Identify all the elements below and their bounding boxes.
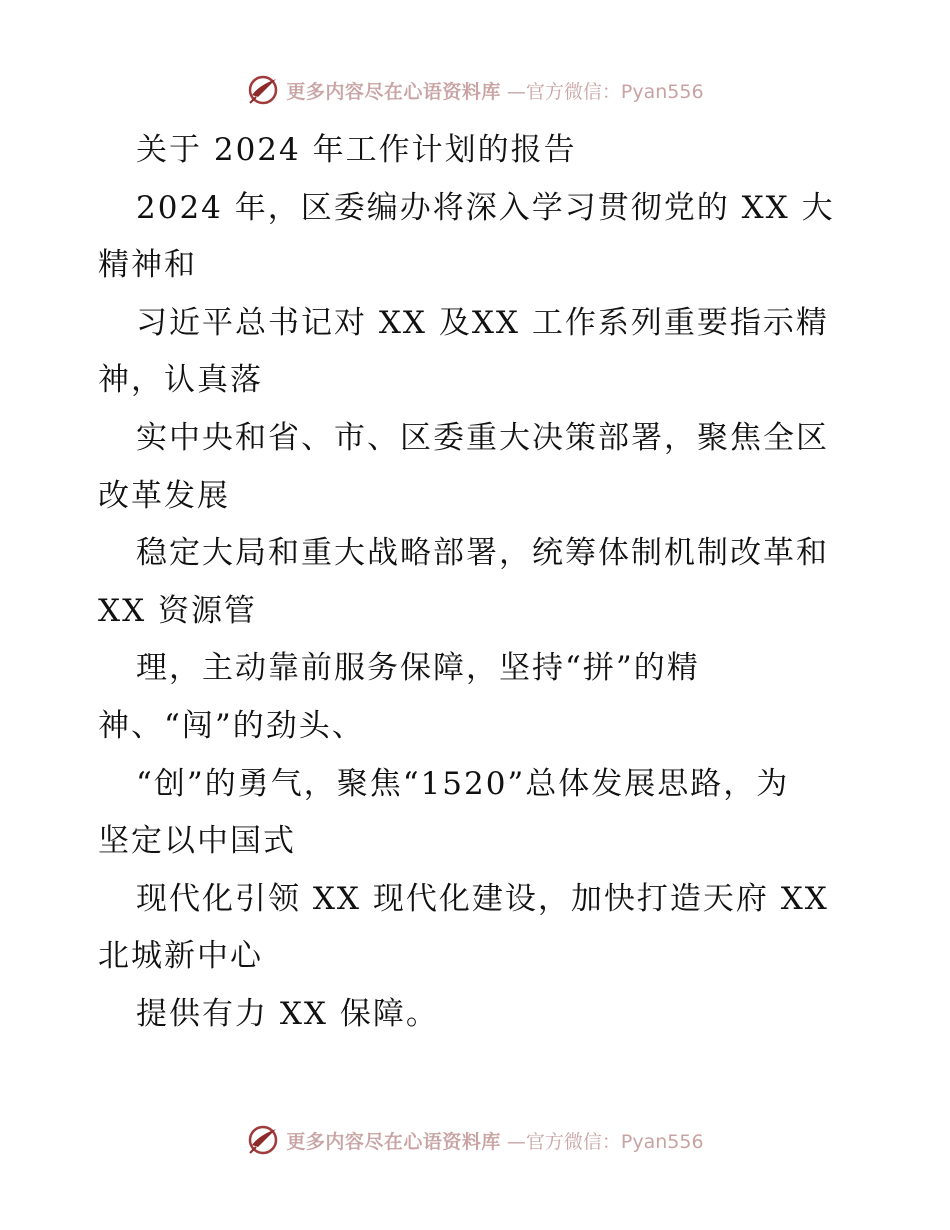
header-watermark-banner xyxy=(0,70,950,110)
paragraph-line: 精神和 xyxy=(98,247,197,284)
quill-pen-logo-icon xyxy=(246,73,280,107)
document-title: 关于 2024 年工作计划的报告 xyxy=(136,132,577,168)
footer-watermark-banner xyxy=(0,1120,950,1160)
paragraph-line: 理，主动靠前服务保障，坚持“拼”的精 xyxy=(136,650,700,687)
paragraph-line: 稳定大局和重大战略部署，统筹体制机制改革和 xyxy=(136,535,829,572)
document-body xyxy=(98,122,858,1044)
paragraph-line: 2024 年，区委编办将深入学习贯彻党的 XX 大 xyxy=(136,189,835,226)
header-wechat-text: —官方微信：Pyan556 xyxy=(506,80,704,103)
paragraph-line: “创”的勇气，聚焦“1520”总体发展思路，为 xyxy=(136,765,790,802)
paragraph-line: 神、“闯”的劲头、 xyxy=(98,707,365,744)
footer-wechat-text: —官方微信：Pyan556 xyxy=(506,1130,704,1153)
paragraph-line: 实中央和省、市、区委重大决策部署，聚焦全区 xyxy=(136,419,829,456)
paragraph-line: 提供有力 XX 保障。 xyxy=(136,995,439,1032)
paragraph-line: 改革发展 xyxy=(98,477,230,514)
paragraph-line: 习近平总书记对 XX 及XX 工作系列重要指示精 xyxy=(136,304,829,341)
header-brand-text: 更多内容尽在心语资料库 xyxy=(286,80,501,103)
paragraph-line: 北城新中心 xyxy=(98,938,263,975)
footer-brand-text: 更多内容尽在心语资料库 xyxy=(286,1130,501,1153)
paragraph-line: 现代化引领 XX 现代化建设，加快打造天府 XX xyxy=(136,880,829,917)
paragraph-line: XX 资源管 xyxy=(98,592,257,629)
paragraph-line: 坚定以中国式 xyxy=(98,823,296,860)
quill-pen-logo-icon xyxy=(246,1123,280,1157)
paragraph-line: 神，认真落 xyxy=(98,362,263,399)
